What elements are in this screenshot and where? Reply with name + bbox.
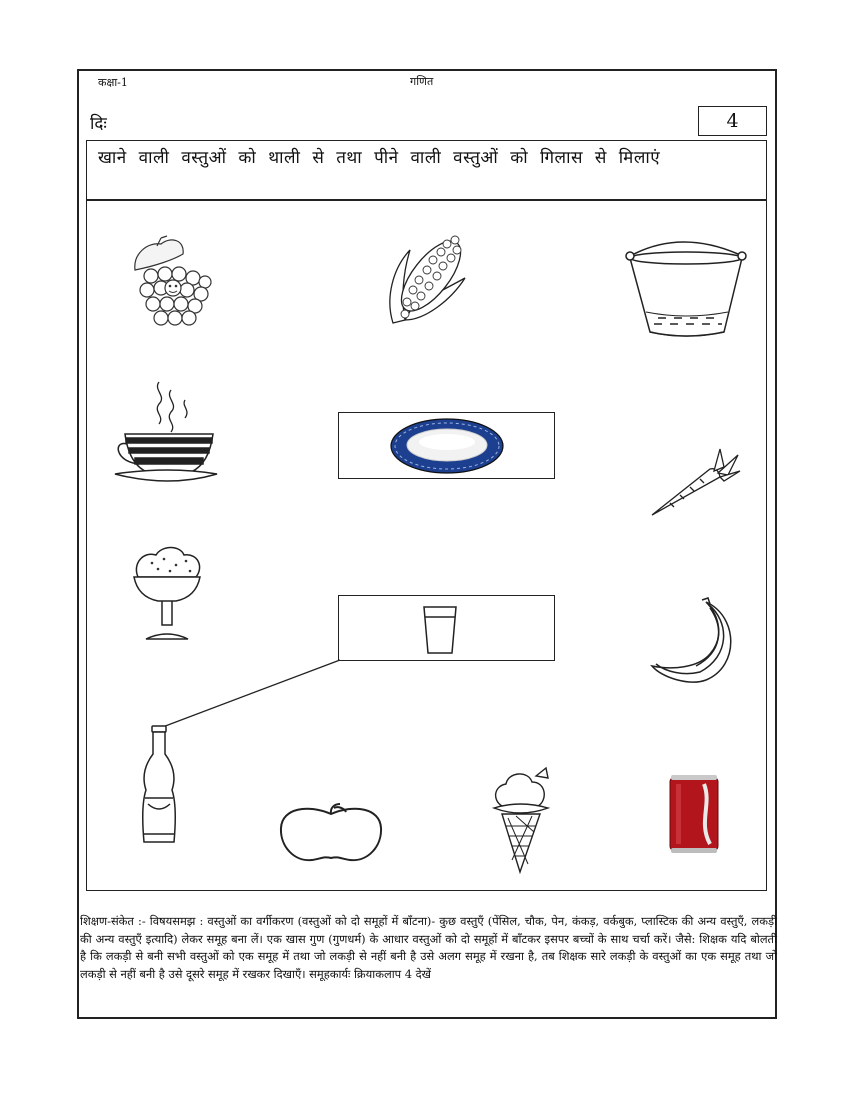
plate-icon[interactable] <box>390 418 505 474</box>
corn-icon[interactable] <box>375 228 475 333</box>
banana-icon[interactable] <box>648 596 743 684</box>
ice-cream-cone-icon[interactable] <box>488 768 553 876</box>
ice-cream-bowl-icon[interactable] <box>130 545 205 645</box>
soda-bottle-icon[interactable] <box>138 724 180 846</box>
bucket-icon[interactable] <box>620 240 755 345</box>
carrot-icon[interactable] <box>648 445 743 520</box>
apple-icon[interactable] <box>278 802 384 864</box>
page-number-box: 4 <box>698 106 767 136</box>
subject-label: गणित <box>410 75 434 88</box>
glass-icon[interactable] <box>420 603 460 655</box>
teacher-note: शिक्षण-संकेत :- विषयसमझ : वस्तुओं का वर्गीकरण (वस्तुओं को दो समूहों में बाँटना)- कुछ वस्तुएँ (पेंसिल, चौक, पेन, कंकड़, वर्कबुक, प्लास्टिक की अन्य वस्तुएँ, लकड़ी की अन्य वस्तुएँ इत्यादि) लेकर समूह बना लें। एक खास गुण (गुणधर्म) के आधार वस्तुओं को दो समूहों में बाँटकर इसपर बच्चों के साथ चर्चा करें। जैसे: शिक्षक यदि बोलती है कि लकड़ी से बनी सभी वस्तुओं को एक समूह में तथा जो लकड़ी से नहीं बनी है उसे अलग समूह में रखना है, तब शिक्षक सारे लकड़ी के वस्तुओं का एक समूह तथा जो लकड़ी से नहीं बनी है उसे दूसरे समूह में रखकर दिखाएँ। समूहकार्यः क्रियाकलाप 4 देखें <box>80 914 777 981</box>
soda-can-icon[interactable] <box>668 774 720 854</box>
grapes-icon[interactable] <box>125 232 220 332</box>
instruction-text: खाने वाली वस्तुओं को थाली से तथा पीने वाली वस्तुओं को गिलास से मिलाएं <box>98 148 661 168</box>
tea-cup-icon[interactable] <box>113 378 218 484</box>
class-label: कक्षा-1 <box>98 76 128 89</box>
date-label: दिः <box>90 114 107 134</box>
